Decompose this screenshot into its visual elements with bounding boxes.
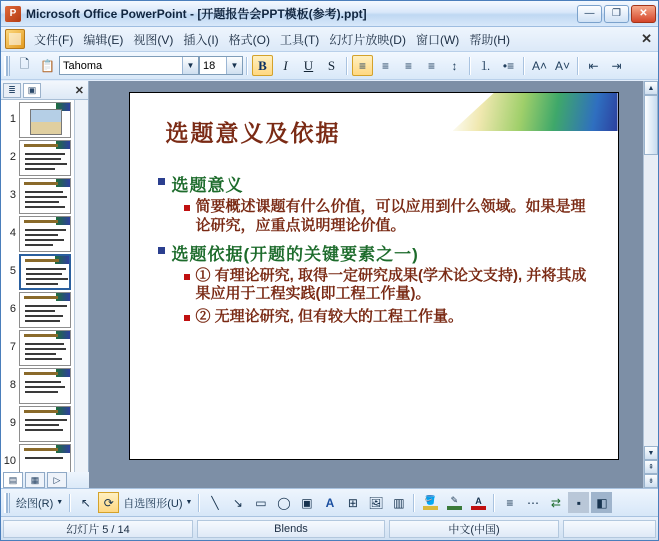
toolbar-separator [69,494,71,512]
line-color-icon[interactable]: ✎ [443,493,465,512]
slide-sorter-view-button[interactable]: ▦ [25,472,45,488]
slide-number: 8 [9,379,16,391]
italic-button[interactable]: I [283,57,288,73]
thumb-title-line [24,144,58,147]
thumb-text-line [26,273,62,275]
draw-menu-label: 绘图(R) [16,497,54,510]
menu-slideshow[interactable]: 幻灯片放映(D) [329,32,406,47]
slide-editing-area[interactable] [89,81,658,488]
bullet-level2-text: 简要概述课题有什么价值，可以应用到什么领域。如果是理论研究，应重点说明理论价值。 [195,198,586,234]
menu-file[interactable]: 文件(F) [34,32,74,47]
increase-font-size-button[interactable]: A˄ [531,58,547,73]
slide-thumbnail[interactable] [19,102,71,138]
chevron-down-icon[interactable]: ▼ [182,57,198,74]
slide-area-scrollbar[interactable] [643,81,658,488]
bullet-level2[interactable] [184,198,600,236]
status-extra [563,520,656,538]
thumb-text-line [25,196,67,198]
formatting-toolbar [1,52,658,80]
slide-thumbnail[interactable] [19,292,71,328]
pane-tabs [1,81,88,100]
font-name-combo[interactable] [59,56,199,75]
slide-number: 7 [9,341,16,353]
font-size-combo[interactable] [199,56,243,75]
thumb-text-line [25,191,63,193]
line-icon[interactable]: ╲ [211,495,219,510]
main-area [1,81,658,488]
thumb-text-line [25,419,67,421]
square-bullet-icon [184,274,190,280]
dash-style-icon[interactable]: ⋯ [526,495,539,510]
chevron-down-icon[interactable]: ▼ [226,57,242,74]
rectangle-icon[interactable]: ▭ [255,495,267,510]
decor-band [56,407,70,415]
thumb-text-line [25,315,63,317]
toolbar-separator [493,494,495,512]
text-box-icon[interactable]: ▣ [301,495,313,510]
fill-color-icon[interactable]: 🪣 [419,493,441,512]
previous-slide-button[interactable]: ⇞ [644,460,658,474]
tab-slides[interactable]: ▣ [23,83,41,98]
drawing-toolbar [1,488,658,516]
window-title: Microsoft Office PowerPoint - [开题报告会PPT模板(参考).ppt] [26,7,367,21]
list-item[interactable] [1,404,74,442]
status-language[interactable]: 中文(中国) [389,520,559,538]
thumb-text-line [25,424,59,426]
thumb-text-line [26,278,68,280]
diagram-icon[interactable]: ⊞ [347,495,358,510]
status-slide-counter: 幻灯片 5 / 14 [3,520,193,538]
slide-thumbnail-selected[interactable] [19,254,71,290]
slide-canvas[interactable] [129,92,619,460]
list-item[interactable] [1,176,74,214]
autoshapes-label: 自选图形(U) [123,497,183,510]
thumb-text-line [25,168,55,170]
list-item[interactable] [1,290,74,328]
next-slide-button[interactable]: ⇟ [644,474,658,488]
square-bullet-icon [158,178,165,185]
chevron-down-icon: ▼ [185,499,193,506]
decor-band [56,217,70,225]
justify-button[interactable]: ≡ [427,58,435,73]
menu-window[interactable]: 窗口(W) [415,32,460,47]
thumb-text-line [26,283,58,285]
chevron-down-icon: ▼ [56,499,64,506]
close-document-icon[interactable]: ✕ [641,31,652,46]
thumb-text-line [25,353,56,355]
menu-insert[interactable]: 插入(I) [183,32,219,47]
list-item[interactable] [1,328,74,366]
align-right-button[interactable]: ≡ [404,58,412,73]
slide-number: 4 [9,227,16,239]
thumb-text-line [25,239,64,241]
thumbnail-image [30,109,62,135]
menu-bar [1,27,658,52]
slide-thumbnail[interactable] [19,330,71,366]
bullet-level2[interactable] [184,308,600,327]
thumb-text-line [25,163,67,165]
list-item[interactable] [1,100,74,138]
slide-number: 1 [9,113,16,125]
status-bar [1,516,658,540]
bullet-level1-text: 选题意义 [171,176,244,195]
decrease-indent-button[interactable]: ⇤ [588,58,599,73]
decor-band [56,445,70,453]
bullet-level1[interactable] [158,240,600,265]
decrease-font-size-button[interactable]: A˅ [554,58,570,73]
toolbar-separator [198,494,200,512]
decor-band [56,369,70,377]
arrow-style-icon[interactable]: ⇄ [550,495,561,510]
thumb-text-line [25,386,65,388]
thumb-text-line [25,229,66,231]
toolbar-separator [523,57,525,75]
thumb-text-line [26,268,66,270]
menu-tools[interactable]: 工具(T) [279,32,320,47]
tab-outline[interactable]: ≣ [3,83,21,98]
slide-number: 10 [3,455,16,467]
scroll-down-icon[interactable]: ▼ [644,446,658,460]
view-buttons [3,472,89,488]
list-item[interactable] [1,366,74,404]
3d-style-icon[interactable]: ◧ [591,492,612,513]
thumb-title-line [24,296,58,299]
thumb-text-line [25,320,60,322]
fill-color-swatch [423,506,438,510]
menu-edit[interactable]: 编辑(E) [83,32,124,47]
slide-number: 3 [9,189,16,201]
square-bullet-icon [158,247,165,254]
thumb-text-line [25,310,55,312]
bullet-level2-text: ① 有理论研究, 取得一定研究成果(学术论文支持), 并将其成果应用于工程实践(即工程工作量)。 [195,266,587,303]
bullet-level1-text: 选题依据(开题的关键要素之一) [171,244,419,264]
thumb-text-line [25,358,62,360]
close-pane-icon[interactable]: ✕ [74,84,84,97]
bullet-level2[interactable] [184,267,600,305]
toolbar-grip[interactable] [4,493,10,513]
bullet-level1[interactable] [158,171,600,196]
thumb-title-line [24,220,58,223]
window-controls [577,5,656,23]
underline-button[interactable]: U [303,57,314,73]
slide-title[interactable]: 选题意义及依据 [165,120,341,147]
thumb-title-line [24,182,58,185]
slide-thumbnail[interactable] [19,216,71,252]
slides-pane [1,81,89,488]
thumb-text-line [25,158,61,160]
text-shadow-button[interactable]: S [327,57,336,73]
oval-icon[interactable]: ◯ [277,495,291,510]
toolbar-separator [469,57,471,75]
draw-menu-button[interactable] [13,493,66,513]
minimize-button[interactable]: — [577,5,602,23]
document-icon [5,29,25,49]
wordart-icon[interactable]: A [325,495,335,510]
thumb-title-line [25,259,59,262]
clip-art-icon[interactable]: 🖼 [368,495,384,510]
thumb-text-line [25,206,65,208]
slide-thumbnail[interactable] [19,178,71,214]
thumb-title-line [24,334,58,337]
list-item[interactable] [1,252,74,290]
title-bar [1,1,658,27]
slide-number: 6 [9,303,16,315]
slide-show-view-button[interactable]: ▷ [47,472,67,488]
slide-number: 2 [9,151,16,163]
thumb-text-line [25,391,58,393]
normal-view-button[interactable]: ▤ [3,472,23,488]
bold-button[interactable]: B [252,55,273,76]
font-color-icon[interactable]: A [467,493,489,512]
slide-body[interactable] [158,171,600,331]
thumb-title-line [24,410,58,413]
bullets-button[interactable]: •≡ [502,58,515,73]
align-left-button[interactable]: ≡ [352,55,373,76]
menu-view[interactable]: 视图(V) [133,32,174,47]
slide-design-band [453,93,618,131]
arrow-icon[interactable]: ↘ [232,495,243,510]
square-bullet-icon [184,315,190,321]
scrollbar-track[interactable] [644,95,658,446]
decor-band [56,179,70,187]
powerpoint-icon: P [5,6,21,22]
toolbar-separator [577,57,579,75]
slide-number: 5 [9,265,16,277]
select-arrow-icon[interactable]: ↖ [80,495,91,510]
thumb-text-line [25,348,66,350]
new-document-icon[interactable]: 🗋 [19,57,30,71]
thumb-title-line [24,448,58,451]
bullet-level2-text: ② 无理论研究, 但有较大的工程工作量。 [195,308,464,325]
slide-thumbnail[interactable] [19,406,71,442]
thumb-title-line [24,372,58,375]
font-size-value: 18 [203,59,216,72]
free-rotate-icon[interactable]: ⟳ [98,492,119,513]
scroll-up-icon[interactable]: ▲ [644,81,658,95]
maximize-button[interactable]: ❐ [604,5,629,23]
thumb-text-line [25,381,61,383]
thumb-text-line [25,457,63,459]
slides-pane-scrollbar[interactable] [74,100,88,488]
slide-number: 9 [9,417,16,429]
align-center-button[interactable]: ≡ [381,58,389,73]
paste-icon[interactable]: 📋 [40,58,55,73]
decor-band [56,293,70,301]
slide-thumbnail-list[interactable] [1,100,74,488]
insert-picture-icon[interactable]: ▥ [393,495,405,510]
thumb-text-line [25,201,59,203]
decor-band [56,141,70,149]
autoshapes-menu-button[interactable] [120,493,195,513]
toolbar-separator [246,57,248,75]
scrollbar-thumb[interactable] [644,95,658,155]
slide-thumbnail[interactable] [19,140,71,176]
font-color-swatch [471,506,486,510]
thumb-text-line [25,343,64,345]
thumb-text-line [25,153,65,155]
increase-indent-button[interactable]: ⇥ [611,58,622,73]
menu-format[interactable]: 格式(O) [228,32,270,47]
thumb-text-line [25,429,63,431]
slide-thumbnail[interactable] [19,368,71,404]
line-spacing-button[interactable]: ↕ [451,58,458,73]
status-design-template[interactable]: Blends [197,520,385,538]
list-item[interactable] [1,214,74,252]
menu-help[interactable]: 帮助(H) [469,32,510,47]
thumb-text-line [25,305,67,307]
toolbar-separator [346,57,348,75]
list-item[interactable] [1,138,74,176]
decor-band [56,331,70,339]
shadow-style-icon[interactable]: ▪ [568,492,589,513]
numbering-button[interactable]: ⒈ [479,59,492,73]
toolbar-separator [413,494,415,512]
line-color-swatch [447,506,462,510]
toolbar-grip[interactable] [4,56,10,76]
close-button[interactable]: ✕ [631,5,656,23]
thumb-text-line [25,244,53,246]
font-name-value: Tahoma [63,59,103,72]
line-style-icon[interactable]: ≡ [506,495,514,510]
square-bullet-icon [184,205,190,211]
thumb-text-line [25,234,58,236]
